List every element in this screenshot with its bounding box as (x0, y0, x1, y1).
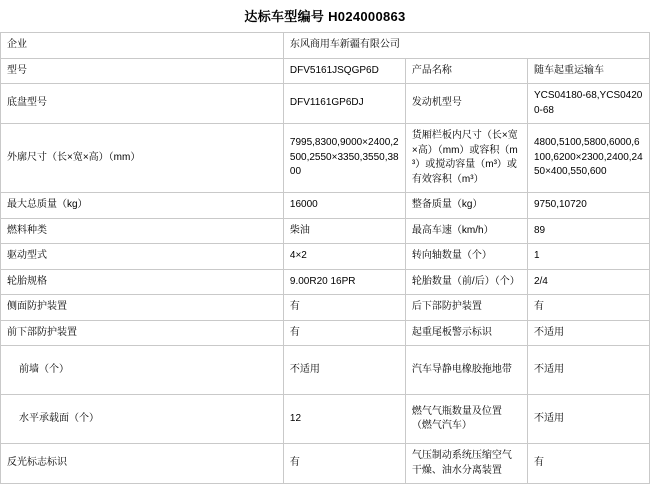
row-value: 有 (283, 295, 405, 321)
row-value: 有 (283, 320, 405, 346)
row-label-2: 转向轴数量（个） (405, 244, 527, 270)
row-label-2: 产品名称 (405, 58, 527, 84)
row-label-2: 起重尾板警示标识 (405, 320, 527, 346)
row-value: 不适用 (283, 346, 405, 395)
row-label: 侧面防护装置 (1, 295, 284, 321)
row-label-2: 汽车导静电橡胶拖地带 (405, 346, 527, 395)
table-row (1, 320, 650, 346)
table-row (1, 58, 650, 84)
row-value-2: 不适用 (527, 346, 649, 395)
row-value-2: 随车起重运输车 (527, 58, 649, 84)
row-label: 外廓尺寸（长×宽×高）（mm） (1, 124, 284, 193)
row-value: DFV5161JSQGP6D (283, 58, 405, 84)
row-value: 东风商用车新疆有限公司 (283, 33, 649, 59)
row-label-2: 货厢栏板内尺寸（长×宽×高）（mm）或容积（m³）或搅动容量（m³）或有效容积（m³） (405, 124, 527, 193)
row-label: 最大总质量（kg） (1, 193, 284, 219)
row-value-2: 不适用 (527, 320, 649, 346)
table-row (1, 244, 650, 270)
row-value-2: 1 (527, 244, 649, 270)
row-value: 16000 (283, 193, 405, 219)
row-value: DFV1161GP6DJ (283, 84, 405, 124)
table-body (1, 33, 650, 484)
row-value: 4×2 (283, 244, 405, 270)
row-label: 轮胎规格 (1, 269, 284, 295)
row-value-2: 4800,5100,5800,6000,6100,6200×2300,2400,2450×400,550,600 (527, 124, 649, 193)
row-label: 水平承载面（个） (1, 395, 284, 444)
row-value: 12 (283, 395, 405, 444)
page-title: 达标车型编号 H024000863 (244, 9, 406, 24)
row-value: 9.00R20 16PR (283, 269, 405, 295)
table-row (1, 193, 650, 219)
row-value-2: 9750,10720 (527, 193, 649, 219)
row-label: 反光标志标识 (1, 444, 284, 484)
table-row (1, 395, 650, 444)
row-label-2: 燃气气瓶数量及位置（燃气汽车） (405, 395, 527, 444)
table-row (1, 269, 650, 295)
row-label: 前墙（个） (1, 346, 284, 395)
row-label: 燃料种类 (1, 218, 284, 244)
table-row (1, 346, 650, 395)
row-label-2: 发动机型号 (405, 84, 527, 124)
vehicle-spec-table (0, 32, 650, 484)
table-row (1, 218, 650, 244)
row-label-2: 最高车速（km/h） (405, 218, 527, 244)
row-label-2: 轮胎数量（前/后）（个） (405, 269, 527, 295)
row-value-2: 89 (527, 218, 649, 244)
row-label: 底盘型号 (1, 84, 284, 124)
row-value-2: 2/4 (527, 269, 649, 295)
table-row (1, 33, 650, 59)
row-value-2: 有 (527, 444, 649, 484)
row-value: 柴油 (283, 218, 405, 244)
row-label-2: 后下部防护装置 (405, 295, 527, 321)
row-label: 型号 (1, 58, 284, 84)
row-value-2: YCS04180-68,YCS04200-68 (527, 84, 649, 124)
row-label: 企业 (1, 33, 284, 59)
table-row (1, 124, 650, 193)
row-label-2: 气压制动系统压缩空气干燥、油水分离装置 (405, 444, 527, 484)
row-value: 有 (283, 444, 405, 484)
row-label: 驱动型式 (1, 244, 284, 270)
row-value: 7995,8300,9000×2400,2500,2550×3350,3550,3800 (283, 124, 405, 193)
row-label: 前下部防护装置 (1, 320, 284, 346)
table-row (1, 84, 650, 124)
table-row (1, 444, 650, 484)
row-value-2: 有 (527, 295, 649, 321)
row-label-2: 整备质量（kg） (405, 193, 527, 219)
table-row (1, 295, 650, 321)
row-value-2: 不适用 (527, 395, 649, 444)
